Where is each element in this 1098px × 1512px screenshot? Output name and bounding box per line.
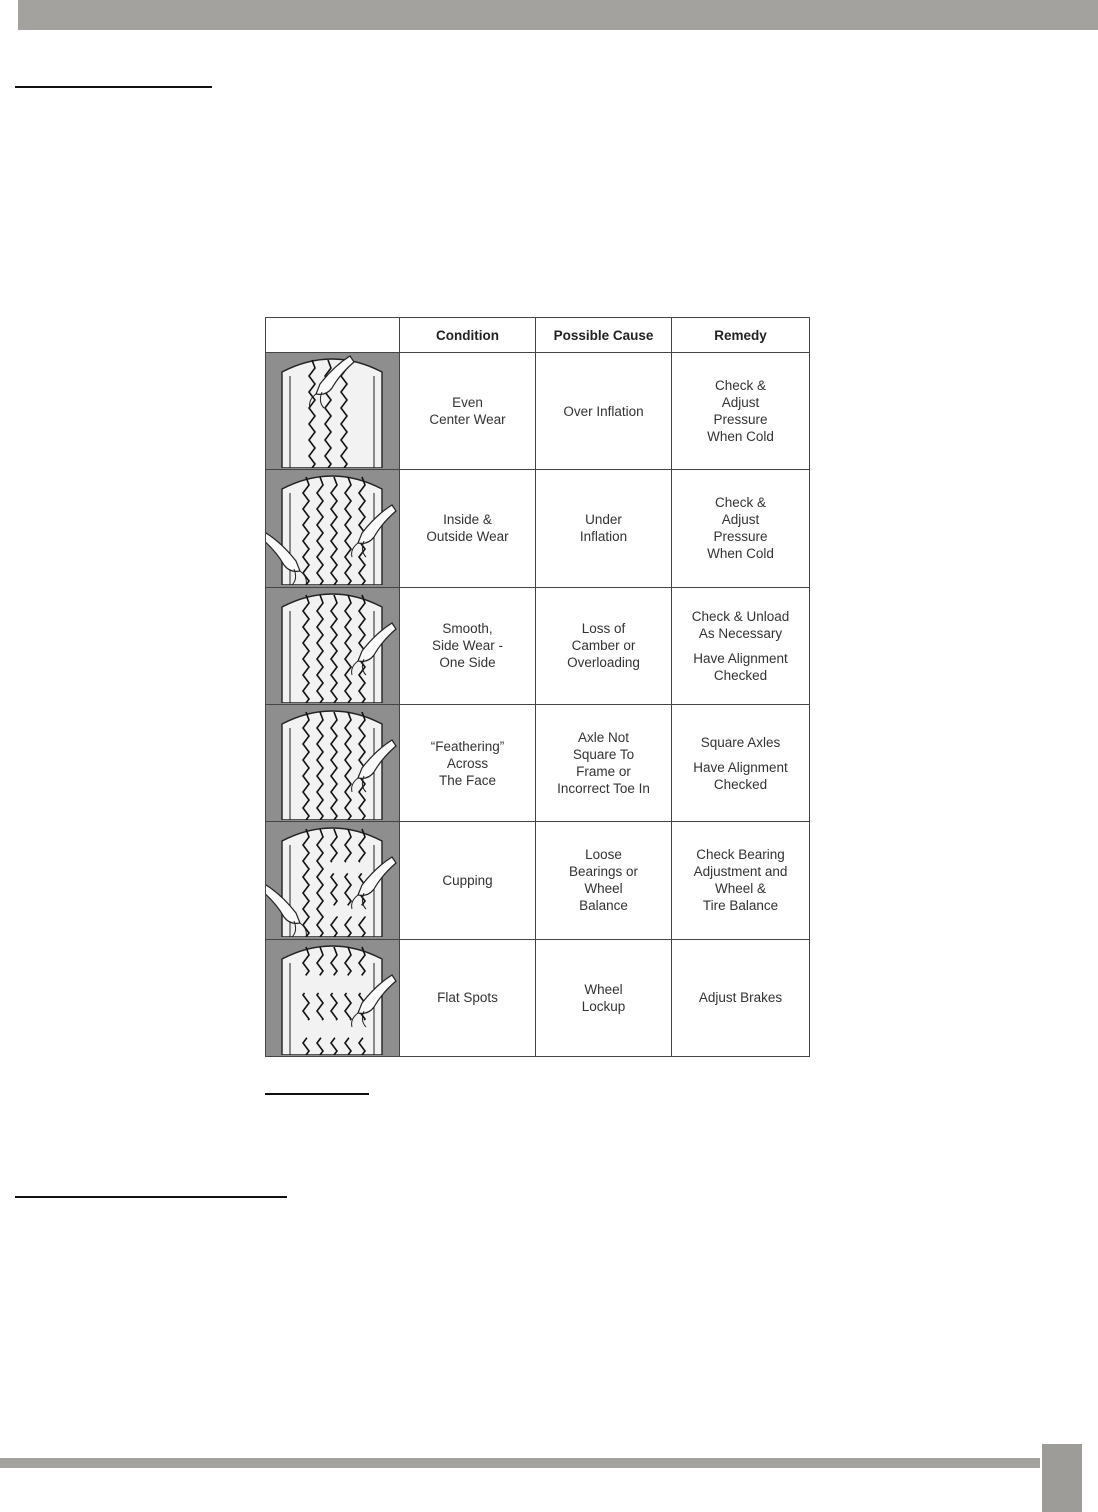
possible-cause-cell [536, 587, 672, 704]
table-row [266, 822, 810, 939]
condition-cell [400, 704, 536, 821]
condition-text: Smooth, Side Wear - One Side [431, 621, 504, 671]
remedy-cell [672, 822, 810, 939]
condition-cell [400, 470, 536, 587]
header-image [266, 318, 400, 353]
section-heading-underline-2 [15, 1196, 287, 1198]
remedy-text: Check & Adjust Pressure When Cold [707, 378, 774, 445]
condition-cell [400, 587, 536, 704]
remedy-text: Check Bearing Adjustment and Wheel & Tire Balance [693, 847, 788, 914]
tire-wear-table [265, 317, 810, 1057]
possible-cause-cell [536, 704, 672, 821]
condition-text: Flat Spots [437, 990, 498, 1006]
condition-text: “Feathering” Across The Face [430, 738, 505, 788]
remedy-cell [672, 470, 810, 587]
possible-cause-cell [536, 939, 672, 1056]
tire-image-cell [266, 939, 400, 1056]
condition-text: Inside & Outside Wear [426, 512, 509, 545]
header-remedy: Remedy [672, 318, 810, 353]
tire-cupping-icon [266, 823, 398, 937]
condition-cell [400, 353, 536, 470]
tire-inside-outside-wear-icon [266, 471, 398, 585]
tire-flat-spots-icon [266, 941, 398, 1055]
bottom-footer-bar [0, 1458, 1040, 1468]
remedy-text: Have Alignment Checked [693, 759, 788, 792]
tire-image-cell [266, 587, 400, 704]
condition-text: Even Center Wear [429, 395, 506, 428]
figure-caption-underline [265, 1093, 369, 1095]
table-row [266, 470, 810, 587]
remedy-text: Square Axles [700, 734, 781, 750]
remedy-cell [672, 587, 810, 704]
top-header-bar [18, 0, 1098, 30]
tire-image-cell [266, 353, 400, 470]
table-row [266, 939, 810, 1056]
remedy-text: Check & Adjust Pressure When Cold [707, 495, 774, 562]
possible-cause-text: Wheel Lockup [581, 981, 626, 1014]
header-possible-cause: Possible Cause [536, 318, 672, 353]
possible-cause-text: Over Inflation [563, 403, 644, 419]
remedy-cell [672, 704, 810, 821]
table-row [266, 704, 810, 821]
tire-image-cell [266, 822, 400, 939]
header-condition: Condition [400, 318, 536, 353]
table-header-row [266, 318, 810, 353]
page-number-tab [1042, 1444, 1082, 1512]
possible-cause-text: Loose Bearings or Wheel Balance [568, 847, 639, 914]
tire-even-center-wear-icon [266, 354, 398, 468]
tire-side-wear-icon [266, 589, 398, 703]
remedy-text: Adjust Brakes [698, 990, 783, 1006]
remedy-text: Have Alignment Checked [693, 650, 788, 683]
condition-cell [400, 939, 536, 1056]
possible-cause-cell [536, 822, 672, 939]
tire-image-cell [266, 704, 400, 821]
possible-cause-text: Axle Not Square To Frame or Incorrect Toe In [557, 730, 650, 797]
remedy-cell [672, 353, 810, 470]
table-row [266, 353, 810, 470]
possible-cause-cell [536, 353, 672, 470]
remedy-cell [672, 939, 810, 1056]
table-row [266, 587, 810, 704]
possible-cause-text: Under Inflation [579, 512, 628, 545]
remedy-text: Check & Unload As Necessary [691, 608, 790, 641]
condition-cell [400, 822, 536, 939]
possible-cause-text: Loss of Camber or Overloading [567, 621, 640, 671]
tire-feathering-icon [266, 706, 398, 820]
possible-cause-cell [536, 470, 672, 587]
section-heading-underline [15, 86, 212, 88]
tire-image-cell [266, 470, 400, 587]
condition-text: Cupping [442, 872, 493, 888]
